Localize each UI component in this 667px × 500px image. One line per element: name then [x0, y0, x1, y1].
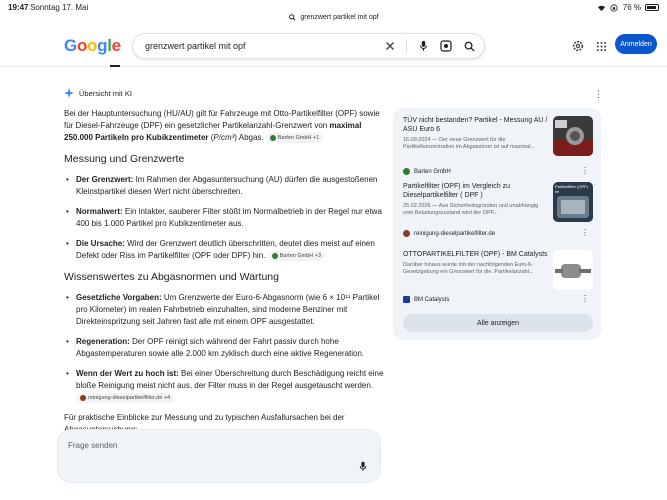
section-heading: Wissenswertes zu Abgasnormen und Wartung [64, 271, 279, 283]
item-text: Der OPF reinigt sich während der Fahrt passiv durch hohe Abgastemperaturen sowie alle 2.000 km zyklisch durch eine aktive Regeneration. [76, 337, 365, 358]
search-input[interactable] [132, 33, 485, 59]
source-snippet: Darüber hinaus wurde mit der nachfolgenden Euro-6-Gesetzgebung ein Grenzwert für die. Partikelanzahl... [403, 262, 534, 275]
item-label: Wenn der Wert zu hoch ist: [76, 369, 179, 378]
source-site-name: reinigung-dieselpartikelfilter.de [414, 230, 496, 237]
source-snippet: 16.09.2024 — Der neue Grenzwert für die Partikelkonzentration im Abgasstrom ist auf maximal... [403, 137, 536, 150]
status-bar [0, 0, 667, 14]
address-bar[interactable] [288, 13, 378, 21]
list-item [64, 238, 384, 262]
source-site-name: BM Catalysts [414, 296, 450, 303]
barten-favicon [272, 253, 278, 259]
source-snippet: 25.02.2026 — Aus Sicherheitsgründen und unabhängig vom Beladungszustand wird der OPF... [403, 203, 539, 216]
item-label: Gesetzliche Vorgaben: [76, 293, 162, 302]
reinigung-favicon [403, 230, 410, 237]
source-thumbnail [553, 250, 593, 290]
source-chip[interactable] [266, 133, 323, 143]
item-text: Im Rahmen der Abgasuntersuchung (AU) dürfen die ausgestoßenen Kleinstpartikel diesen Wert nicht überschreiten. [76, 175, 378, 196]
item-text: Bei einer Überschreitung durch Beschädigung reicht eine bloße Reinigung meist nicht aus, der Filter muss in der Regel ausgetauscht werden. [76, 369, 384, 390]
chip-label: reinigung-dieselpartikelfilter.de +4 [88, 394, 171, 401]
signin-button[interactable]: Anmelden [615, 34, 657, 54]
list-item [64, 292, 384, 328]
chip-label: Barten GmbH +1 [277, 134, 320, 141]
item-text: Ein intakter, sauberer Filter stößt im Normalbetrieb in der Regel nur etwa 400 bis 1.000 Partikel pro Kubikzentimeter aus. [76, 207, 382, 228]
source-thumbnail [553, 116, 593, 156]
intro-text: ) Abgas. [234, 133, 264, 142]
source-site [403, 296, 449, 303]
bm-favicon [403, 296, 410, 303]
status-indicators [597, 3, 659, 12]
card-menu-icon[interactable]: ⋮ [581, 228, 589, 237]
item-label: Normalwert: [76, 207, 123, 216]
logo-letter: g [97, 36, 108, 55]
source-card[interactable] [403, 182, 593, 246]
google-logo[interactable] [64, 36, 121, 56]
microphone-icon[interactable] [416, 39, 430, 53]
item-text: Partikel pro Kilometer) im realen Fahrbetrieb einzuhalten, sind moderne Benziner mit Direkteinspritzung seit Jahren fast alle mit einem OPF ausgestattet. [76, 293, 380, 326]
google-header [0, 28, 667, 66]
list-item [64, 174, 384, 198]
item-text: Wird der Grenzwert deutlich überschritten, deutet dies meist auf einen Defekt oder Riss im Partikelfilter (OPF oder DPF) hin. [76, 239, 375, 260]
sources-panel [393, 108, 601, 340]
more-options-icon[interactable]: ⋮ [594, 89, 603, 99]
status-time: 19:47 [8, 3, 29, 12]
show-all-button[interactable]: Alle anzeigen [403, 314, 593, 332]
battery-icon [645, 4, 659, 11]
wifi-icon [597, 3, 606, 12]
source-title: TÜV nicht bestanden? Partikel - Messung AU / ASU Euro 6 [403, 117, 548, 133]
source-site [403, 230, 495, 237]
list-item [64, 368, 384, 404]
thumbnail-caption: Partikelfilter (OPF) im [555, 184, 588, 194]
source-card[interactable] [403, 116, 593, 180]
address-text: grenzwert partikel mit opf [300, 13, 379, 21]
barten-favicon [270, 135, 276, 141]
item-text: Um Grenzwerte der Euro-6-Abgasnorm (wie [161, 293, 323, 302]
source-title: OTTOPARTIKELFILTER (OPF) - BM Catalysts [403, 251, 548, 258]
follow-up-placeholder: Frage senden [68, 441, 118, 450]
lens-icon[interactable] [439, 39, 453, 53]
search-submit-icon[interactable] [462, 39, 476, 53]
intro-text: Bei der Hauptuntersuchung (HU/AU) gilt für Fahrzeuge mit Otto-Partikelfilter (OPF) sowie für Diesel-Fahrzeuge (DPF) ein gesetzlicher Partikelanzahl-Grenzwert von [64, 109, 380, 130]
source-title: Partikelfilter (OPF) im Vergleich zu Dieselpartikelfilter ( DPF ) [403, 183, 510, 199]
unit-formula: P/cm³ [213, 133, 235, 142]
search-divider [406, 39, 407, 53]
source-chip[interactable] [268, 251, 325, 261]
search-query: grenzwert partikel mit opf [145, 41, 246, 51]
ai-overview-content [64, 108, 384, 444]
item-label: Der Grenzwert: [76, 175, 134, 184]
header-divider [0, 66, 667, 67]
intro-text: ( [208, 133, 214, 142]
outro-paragraph: Für praktische Einblicke zur Messung und zu typischen Ausfallursachen bei der [64, 413, 345, 422]
list-item [64, 336, 384, 360]
source-thumbnail [553, 182, 593, 222]
source-site-name: Barten GmbH [414, 168, 451, 175]
ai-overview-heading [64, 88, 132, 98]
card-menu-icon[interactable]: ⋮ [581, 166, 589, 175]
orientation-lock-icon [610, 3, 619, 12]
ai-overview-title: Übersicht mit KI [79, 88, 132, 98]
battery-percent: 76 % [622, 3, 641, 12]
logo-letter: G [64, 36, 77, 55]
section-list [64, 174, 384, 262]
follow-up-input[interactable] [57, 429, 381, 483]
logo-letter: o [87, 36, 98, 55]
logo-letter: o [76, 36, 88, 55]
gear-icon[interactable] [571, 39, 585, 53]
source-site [403, 168, 451, 175]
logo-letter: l [107, 36, 112, 55]
reinigung-favicon [80, 395, 86, 401]
search-icon [288, 13, 296, 21]
clear-icon[interactable] [383, 39, 397, 53]
logo-letter: e [111, 36, 121, 55]
section-heading: Messung und Grenzwerte [64, 153, 185, 165]
intro-paragraph [64, 108, 384, 144]
item-label: Regeneration: [76, 337, 130, 346]
source-card[interactable] [403, 250, 593, 310]
sparkle-icon [64, 88, 74, 98]
search-actions [383, 39, 476, 53]
status-date: Sonntag 17. Mai [30, 3, 89, 12]
source-chip[interactable] [76, 393, 174, 403]
item-label: Die Ursache: [76, 239, 125, 248]
intro-bold: maximal 250.000 Partikeln pro Kubikzentimeter [64, 121, 362, 142]
section-list [64, 292, 384, 404]
math-expression: 6 × 10¹¹ [322, 293, 351, 302]
barten-favicon [403, 168, 410, 175]
active-tab-indicator [110, 65, 120, 67]
card-menu-icon[interactable]: ⋮ [581, 294, 589, 303]
microphone-icon[interactable] [356, 459, 370, 473]
chip-label: Barten GmbH +3 [279, 252, 322, 259]
list-item [64, 206, 384, 230]
apps-grid-icon[interactable] [594, 39, 608, 53]
